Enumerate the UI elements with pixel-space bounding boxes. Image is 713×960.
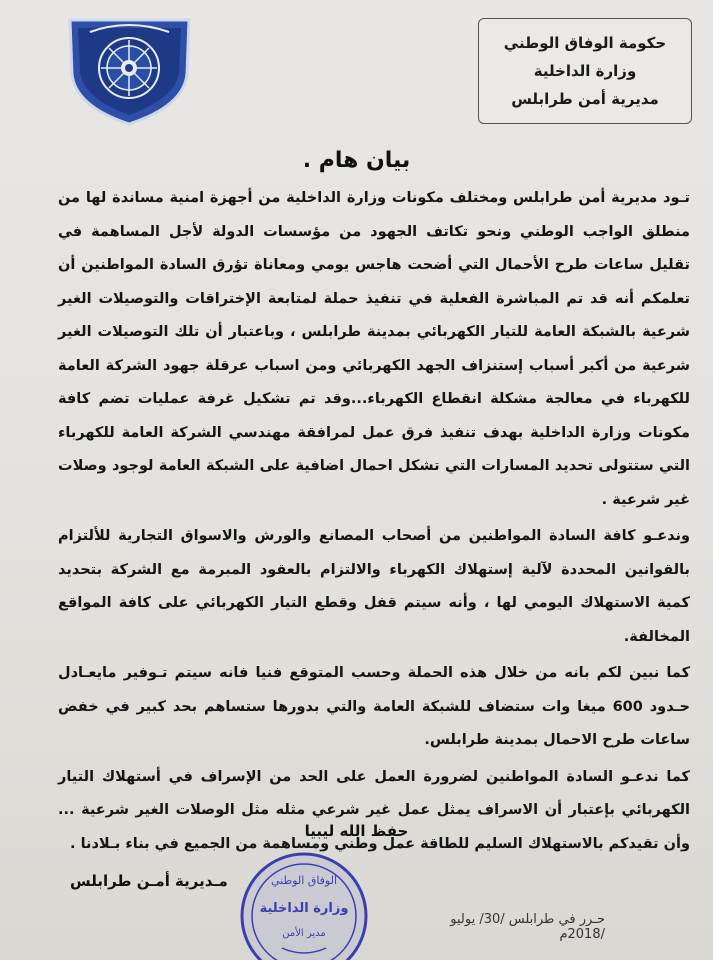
stamp-text-top: الوفاق الوطني xyxy=(270,874,338,887)
official-stamp-icon xyxy=(238,850,370,960)
issue-date: حـرر في طرابلس /30/ يوليو /2018م xyxy=(450,912,605,942)
header-government: حكومة الوفاق الوطني xyxy=(503,34,667,52)
statement-body xyxy=(58,182,690,861)
paragraph-2: وندعـو كافة السادة المواطنين من أصحاب المصانع والورش والاسواق التجارية للألتزام بالقوانين المحددة لآلية إستهلاك الكهرباء والالتزام بالعقود المبرمة مع الشركة بتحديد كمية الاستهلاك اليومي لها ، وأنه سيتم قفل وقطع التيار الكهربائي على كافة المواقع المخالفة. xyxy=(58,528,690,645)
header-ministry: وزارة الداخلية xyxy=(533,62,637,80)
stamp-text-mid: وزارة الداخلية xyxy=(259,901,349,916)
paragraph-1: تـود مديرية أمن طرابلس ومختلف مكونات وزارة الداخلية من أجهزة امنية مساندة لها من منطلق الواجب الوطني ونحو تكاتف الجهود من مؤسسات الدولة لأجل المساهمة في تقليل ساعات طرح الأحمال التي أضحت هاجس يومي ومعاناة تؤرق السادة المواطنين أن تعلمكم أنه قد تم المباشرة الفعلية في تنفيذ حملة لمتابعة الإختراقات والتوصيلات الغير شرعية بالشبكة العامة للتيار الكهربائي بمدينة طرابلس ، وباعتبار أن تلك التوصيلات الغير شرعية من أكبر أسباب إستنزاف الجهد الكهربائي ومن اسباب عرقلة جهود الشركة العامة للكهرباء في معالجة مشكلة انقطاع الكهرباء...وقد تم تشكيل غرفة عمليات تضم كافة مكونات وزارة الداخلية بهدف تنفيذ فرق عمل لمرافقة مهندسي الشركة العامة للكهرباء التي ستتولى تحديد المسارات التي تشكل احمال اضافية على الشبكة العامة لوجود وصلات غير شرعية . xyxy=(58,190,690,508)
header-box xyxy=(478,18,692,124)
ministry-emblem-icon xyxy=(62,10,197,128)
paragraph-3: كما نبين لكم بانه من خلال هذه الحملة وحسب المتوقع فنيا فانه سيتم تـوفير مايعـادل حـدود 600 ميغا وات ستضاف للشبكة العامة والتي بدورها ستساهم بحد كبير في خفض ساعات طرح الاحمال بمدينة طرابلس. xyxy=(58,665,690,748)
stamp-text-low: مدير الأمن xyxy=(282,928,326,939)
header-directorate: مديرية أمن طرابلس xyxy=(511,90,659,108)
paragraph-4: كما ندعـو السادة المواطنين لضرورة العمل على الحد من الإسراف في أستهلاك التيار الكهربائي بإعتبار أن الاسراف يمثل عمل غير شرعي مثله مثل الوصلات الغير شرعية ... وأن تقيدكم بالاستهلاك السليم للطاقة عمل وطني ومساهمة من الجميع في بناء بـلادنا . xyxy=(58,768,690,852)
signature-directorate: مـديرية أمـن طرابلس xyxy=(70,872,228,890)
statement-title: بيان هام . xyxy=(302,148,411,173)
closing-phrase: حفظ الله ليبيا xyxy=(304,822,409,840)
